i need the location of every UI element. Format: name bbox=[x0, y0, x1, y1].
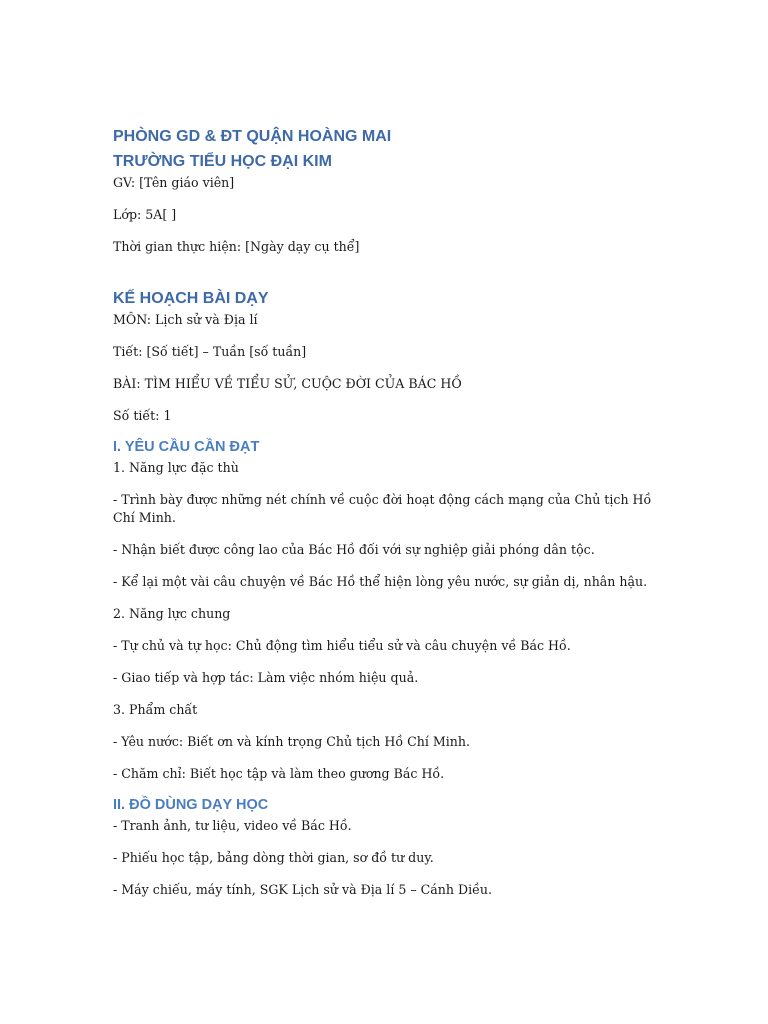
section-requirements-heading: I. YÊU CẦU CẦN ĐẠT bbox=[113, 439, 260, 455]
list-item: - Kể lại một vài câu chuyện về Bác Hồ thể hiện lòng yêu nước, sự giản dị, nhân hậu. bbox=[113, 574, 648, 589]
list-item: - Phiếu học tập, bảng dòng thời gian, sơ đồ tư duy. bbox=[113, 850, 434, 865]
department-heading: PHÒNG GD & ĐT QUẬN HOÀNG MAI bbox=[113, 128, 392, 145]
teacher-line: GV: [Tên giáo viên] bbox=[113, 175, 235, 190]
lesson-title-line: BÀI: TÌM HIỂU VỀ TIỂU SỬ, CUỘC ĐỜI CỦA BÁC HỒ bbox=[113, 376, 462, 391]
list-item: 3. Phẩm chất bbox=[113, 702, 198, 717]
list-item: 2. Năng lực chung bbox=[113, 606, 231, 621]
school-heading: TRƯỜNG TIỂU HỌC ĐẠI KIM bbox=[113, 153, 332, 170]
list-item: - Yêu nước: Biết ơn và kính trọng Chủ tịch Hồ Chí Minh. bbox=[113, 734, 471, 749]
list-item: - Giao tiếp và hợp tác: Làm việc nhóm hiệu quả. bbox=[113, 670, 419, 685]
section-materials-heading: II. ĐỒ DÙNG DẠY HỌC bbox=[113, 797, 269, 813]
period-line: Tiết: [Số tiết] – Tuần [số tuần] bbox=[113, 344, 307, 359]
list-item: - Tranh ảnh, tư liệu, video về Bác Hồ. bbox=[113, 818, 352, 833]
period-count-line: Số tiết: 1 bbox=[113, 408, 172, 423]
list-item: 1. Năng lực đặc thù bbox=[113, 460, 239, 475]
lesson-plan-heading: KẾ HOẠCH BÀI DẠY bbox=[113, 290, 269, 307]
list-item: - Máy chiếu, máy tính, SGK Lịch sử và Địa lí 5 – Cánh Diều. bbox=[113, 882, 493, 897]
list-item: - Chăm chỉ: Biết học tập và làm theo gương Bác Hồ. bbox=[113, 766, 445, 781]
list-item: - Trình bày được những nét chính về cuộc đời hoạt động cách mạng của Chủ tịch Hồ Chí Minh. bbox=[113, 492, 652, 525]
class-line: Lớp: 5A[ ] bbox=[113, 207, 177, 222]
list-item: - Tự chủ và tự học: Chủ động tìm hiểu tiểu sử và câu chuyện về Bác Hồ. bbox=[113, 638, 571, 653]
document-page bbox=[113, 124, 653, 899]
list-item: - Nhận biết được công lao của Bác Hồ đối với sự nghiệp giải phóng dân tộc. bbox=[113, 542, 595, 557]
subject-line: MÔN: Lịch sử và Địa lí bbox=[113, 312, 258, 327]
time-line: Thời gian thực hiện: [Ngày dạy cụ thể] bbox=[113, 239, 360, 254]
